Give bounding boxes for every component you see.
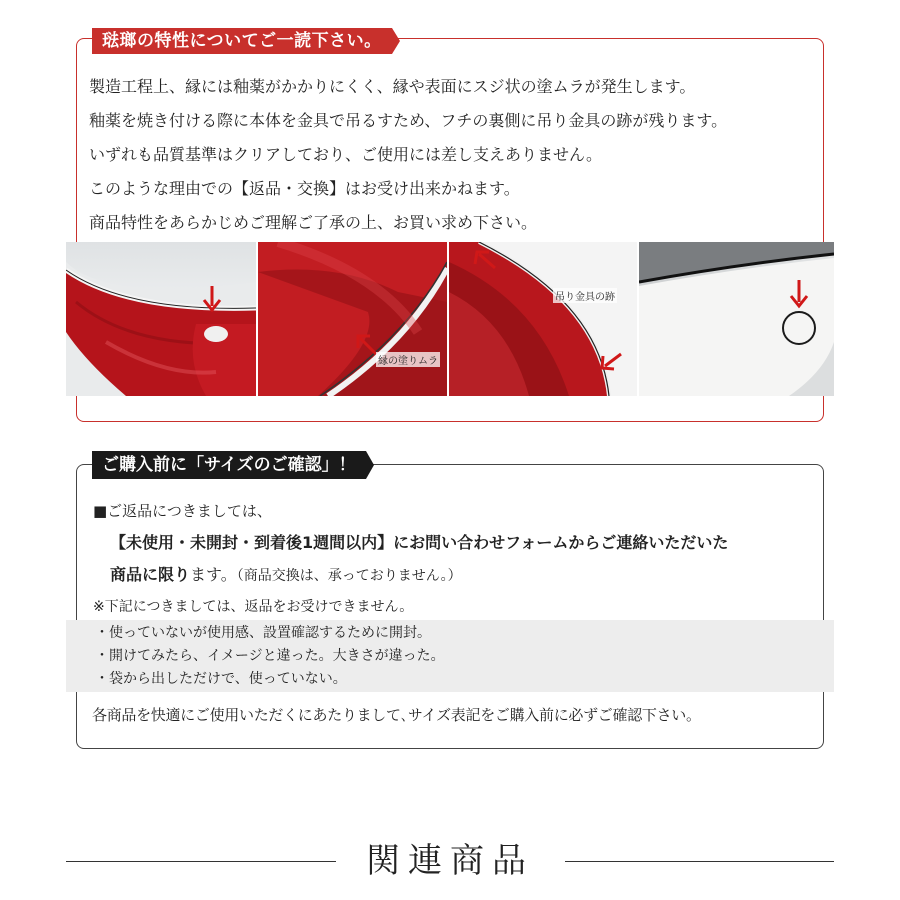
size-notice-heading: ご購入前に「サイズのご確認」！ [92, 451, 366, 479]
not-accepted-list [95, 622, 445, 691]
related-products-title: 関連商品 [366, 841, 534, 881]
enamel-notice-heading: 琺瑯の特性についてご一読下さい。 [92, 28, 392, 54]
divider-right [565, 861, 834, 862]
no-exchange-note: （商品交換は、承っておりません。） [236, 568, 462, 584]
enamel-notice-text [89, 73, 829, 243]
photo-rim-close-up [258, 242, 447, 396]
return-condition-continued [110, 562, 462, 585]
photo-pot-side [66, 242, 256, 396]
not-accepted-note: ※下記につきましては、返品をお受けできません。 [93, 599, 414, 615]
notice-line: このような理由での【返品・交換】はお受け出来かねます。 [89, 179, 520, 198]
size-check-reminder: 各商品を快適にご使用いただくにあたりまして､サイズ表記をご購入前に必ずご確認下さい。 [92, 706, 701, 724]
caption-hanger-mark: 吊り金具の跡 [553, 288, 617, 303]
enamel-photo-strip [66, 242, 834, 396]
photo-interior-mark [639, 242, 834, 396]
return-condition: 【未使用・未開封・到着後1週間以内】にお問い合わせフォームからご連絡いただいた [110, 533, 729, 552]
notice-line: 製造工程上、縁には釉薬がかかりにくく、縁や表面にスジ状の塗ムラが発生します。 [89, 77, 696, 96]
list-item: ・使っていないが使用感、設置確認するために開封。 [95, 625, 431, 641]
return-condition-tail: ます。 [190, 565, 237, 584]
arrow-down-left-icon [602, 354, 621, 369]
notice-line: 商品特性をあらかじめご理解ご了承の上、お買い求め下さい。 [89, 213, 538, 232]
list-item: ・袋から出しただけで、使っていない。 [95, 671, 347, 687]
notice-line: 釉薬を焼き付ける際に本体を金具で吊るすため、フチの裏側に吊り金具の跡が残ります。 [89, 111, 728, 130]
divider-left [66, 861, 336, 862]
returns-intro: ■ご返品につきましては、 [93, 502, 272, 520]
caption-rim-unevenness: 縁の塗りムラ [376, 352, 440, 367]
return-condition-bold: 商品に限り [110, 565, 191, 584]
notice-line: いずれも品質基準はクリアしており、ご使用には差し支えありません。 [89, 145, 602, 164]
list-item: ・開けてみたら、イメージと違った。大きさが違った。 [95, 648, 445, 664]
photo-hanger-mark [449, 242, 637, 396]
